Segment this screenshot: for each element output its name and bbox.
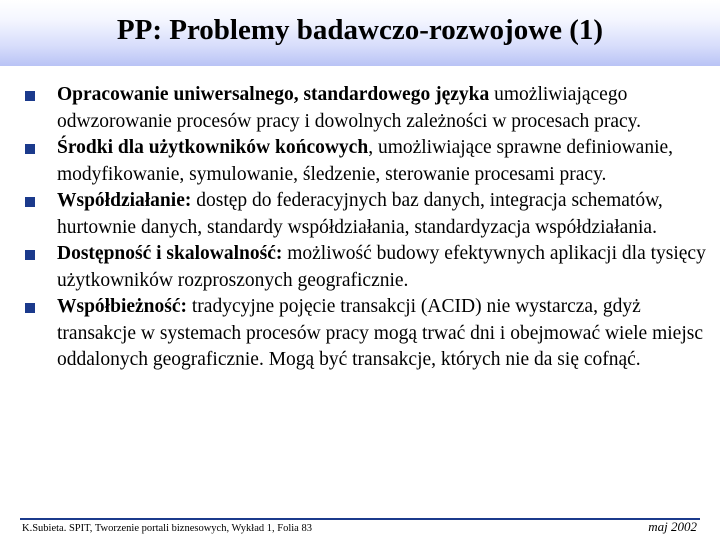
square-bullet-icon xyxy=(25,144,35,154)
bullet-text: umożliwiającego odwzorowanie procesów pracy i dowolnych zależności w procesach pracy. xyxy=(57,84,642,132)
bullet-item xyxy=(25,135,715,188)
slide-title: PP: Problemy badawczo-rozwojowe (1) xyxy=(116,14,604,46)
bullet-term: Współdziałanie: xyxy=(57,190,192,211)
square-bullet-icon xyxy=(25,91,35,101)
square-bullet-icon xyxy=(25,197,35,207)
bullet-text: dostęp do federacyjnych baz danych, integracja schematów, hurtownie danych, standardy współdziałania, standardyzacja współdziałania. xyxy=(57,190,663,238)
bullet-term: Opracowanie uniwersalnego, standardowego języka xyxy=(57,84,490,105)
bullet-list xyxy=(25,82,715,374)
footer-divider xyxy=(20,518,700,520)
bullet-text: , umożliwiające sprawne definiowanie, modyfikowanie, symulowanie, śledzenie, sterowanie procesami pracy. xyxy=(57,137,674,185)
square-bullet-icon xyxy=(25,250,35,260)
bullet-term: Współbieżność: xyxy=(57,296,188,317)
bullet-text: tradycyjne pojęcie transakcji (ACID) nie wystarcza, gdyż transakcje w systemach procesów pracy mogą trwać dni i obejmować wiele miejsc oddalonych geograficznie. Mogą być transakcje, których nie da się cofnąć. xyxy=(57,296,703,370)
bullet-item xyxy=(25,188,715,241)
square-bullet-icon xyxy=(25,303,35,313)
bullet-item xyxy=(25,82,715,135)
footer-citation: K.Subieta. SPIT, Tworzenie portali biznesowych, Wykład 1, Folia 83 xyxy=(22,523,312,534)
bullet-item xyxy=(25,241,715,294)
bullet-item xyxy=(25,294,715,374)
bullet-term: Środki dla użytkowników końcowych xyxy=(57,137,369,158)
bullet-text: możliwość budowy efektywnych aplikacji dla tysięcy użytkowników rozproszonych geograficznie. xyxy=(57,243,706,291)
bullet-term: Dostępność i skalowalność: xyxy=(57,243,283,264)
footer-date: maj 2002 xyxy=(648,519,697,534)
